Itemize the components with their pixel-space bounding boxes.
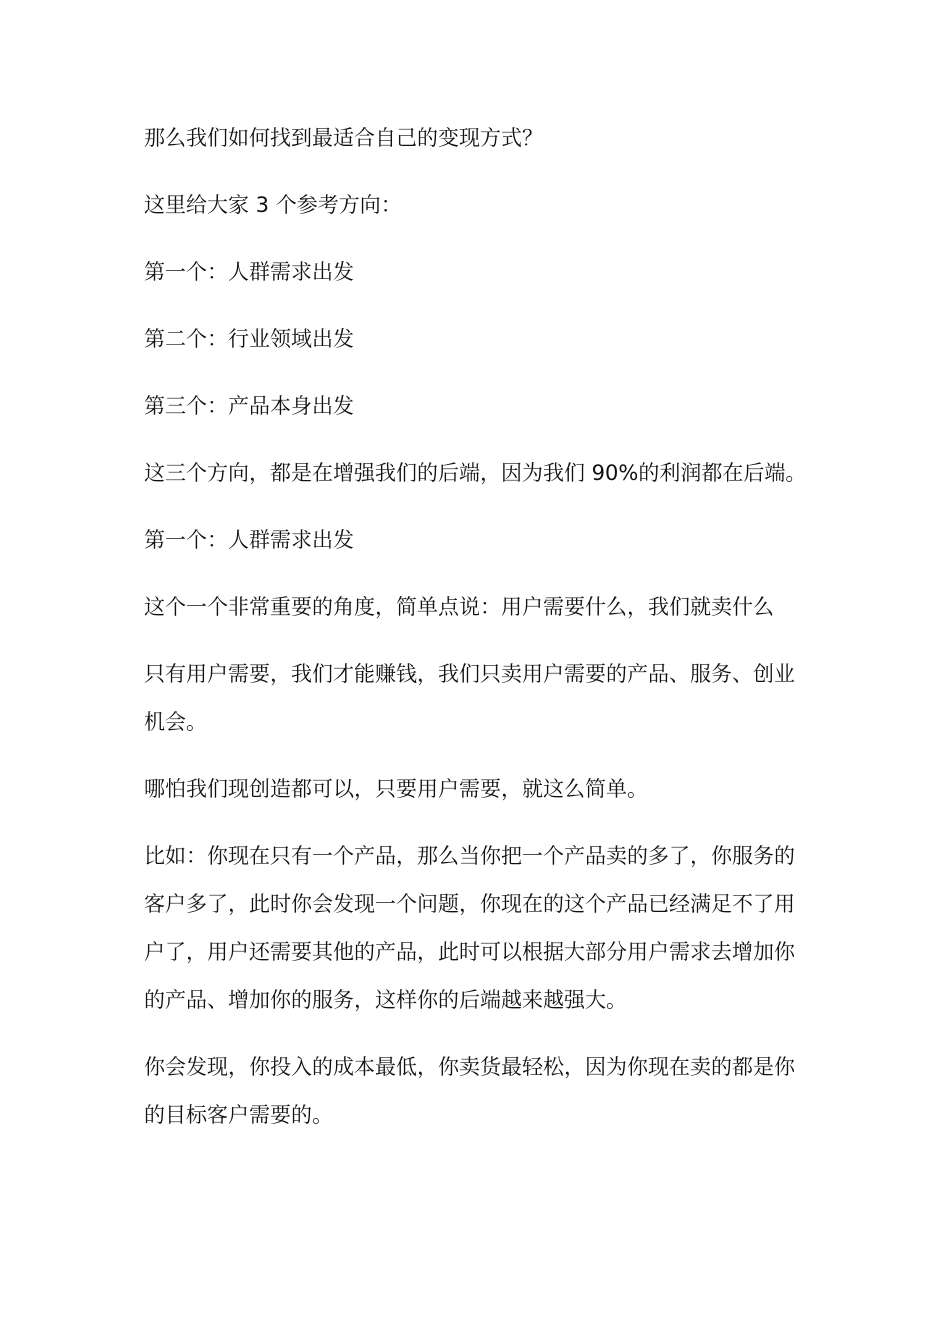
paragraph-direction-1: 第一个：人群需求出发 [144,260,354,284]
paragraph-earning: 只有用户需要，我们才能赚钱，我们只卖用户需要的产品、服务、创业机会。 [144,662,795,734]
paragraph-backend-profit: 这三个方向，都是在增强我们的后端，因为我们 90%的利润都在后端。 [144,461,807,485]
paragraph-user-needs: 这个一个非常重要的角度，简单点说：用户需要什么，我们就卖什么 [144,595,774,619]
paragraph-intro: 这里给大家 3 个参考方向： [144,193,402,217]
paragraph-direction-3: 第三个：产品本身出发 [144,394,354,418]
paragraph-conclusion: 你会发现，你投入的成本最低，你卖货最轻松，因为你现在卖的都是你的目标客户需要的。 [144,1055,795,1127]
paragraph-question: 那么我们如何找到最适合自己的变现方式？ [144,126,543,150]
paragraph-section-heading: 第一个：人群需求出发 [144,528,354,552]
paragraph-example: 比如：你现在只有一个产品，那么当你把一个产品卖的多了，你服务的客户多了，此时你会发现一个问题，你现在的这个产品已经满足不了用户了，用户还需要其他的产品，此时可以根据大部分用户需求去增加你的产品、增加你的服务，这样你的后端越来越强大。 [144,844,795,1012]
paragraph-simple: 哪怕我们现创造都可以，只要用户需要，就这么简单。 [144,777,648,801]
paragraph-direction-2: 第二个：行业领域出发 [144,327,354,351]
document-body [144,114,810,1158]
